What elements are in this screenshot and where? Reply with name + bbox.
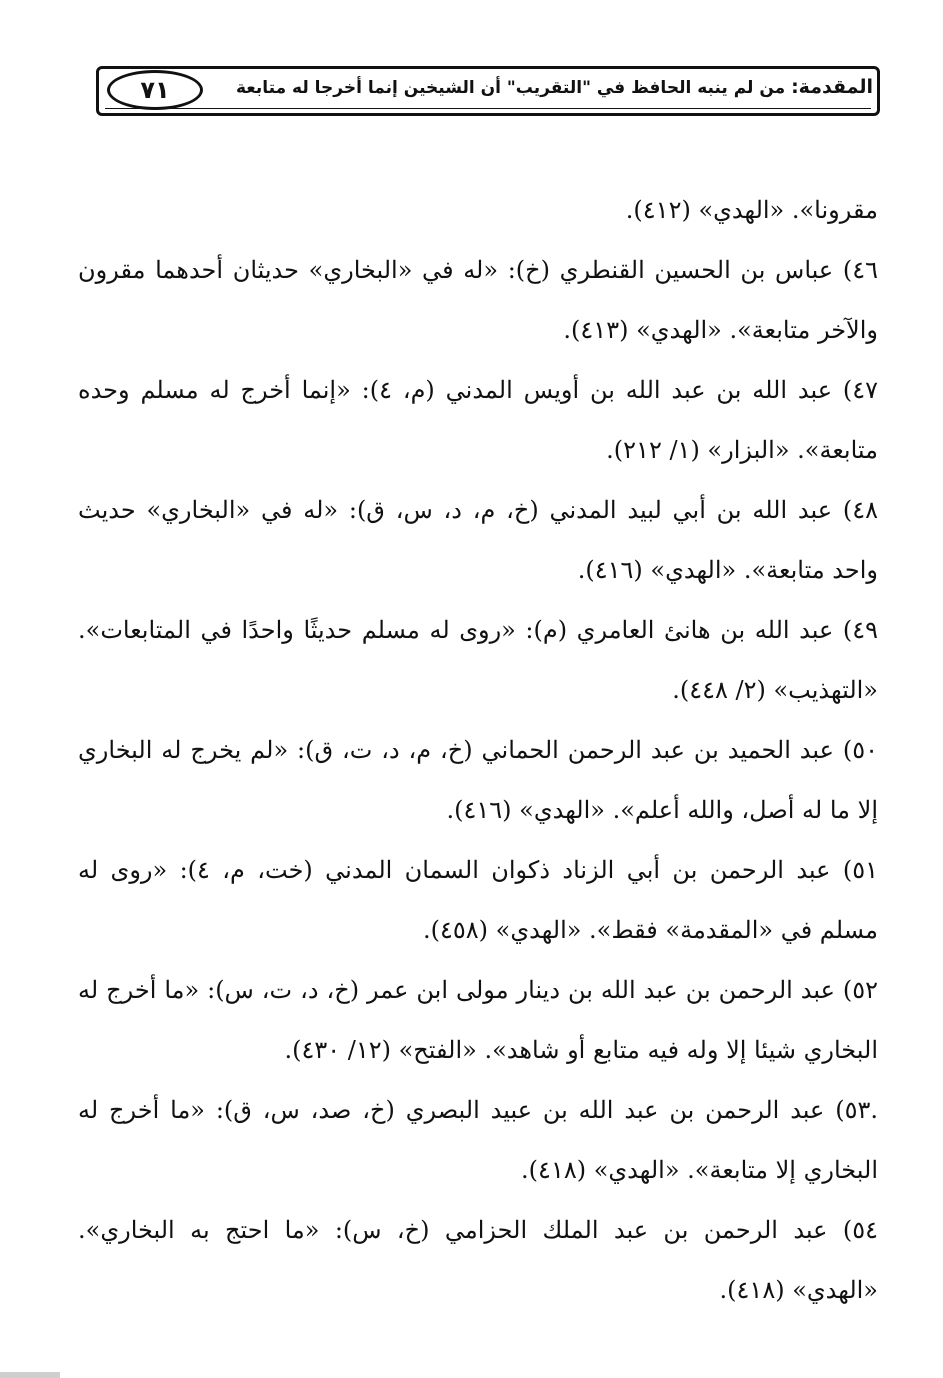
entry-49: ٤٩) عبد الله بن هانئ العامري (م): «روى له مسلم حديثًا واحدًا في المتابعات». «التهذيب» (٢/ ٤٤٨).: [78, 616, 879, 704]
entry-46: ٤٦) عباس بن الحسين القنطري (خ): «له في «البخاري» حديثان أحدهما مقرون والآخر متابعة». «الهدي» (٤١٣).: [78, 256, 878, 344]
header-title-rest: من لم ينبه الحافظ في "التقريب" أن الشيخين إنما أخرجا له متابعة: [235, 78, 786, 98]
entry-50: ٥٠) عبد الحميد بن عبد الرحمن الحماني (خ، م، د، ت، ق): «لم يخرج له البخاري إلا ما له أصل، والله أعلم». «الهدي» (٤١٦).: [78, 736, 878, 824]
entry-continuation: مقرونا». «الهدي» (٤١٢).: [625, 196, 878, 224]
running-header-title: [235, 76, 873, 98]
entry-53: .٥٣) عبد الرحمن بن عبد الله بن عبيد البصري (خ، صد، س، ق): «ما أخرج له البخاري إلا متابعة». «الهدي» (٤١٨).: [78, 1096, 878, 1184]
header-title-lead: المقدمة:: [791, 76, 873, 98]
page-body: [78, 180, 878, 1320]
page-number: [107, 70, 203, 110]
entry-51: ٥١) عبد الرحمن بن أبي الزناد ذكوان السمان المدني (خت، م، ٤): «روى له مسلم في «المقدمة» فقط». «الهدي» (٤٥٨).: [78, 856, 878, 944]
page-number-text: ٧١: [140, 76, 170, 104]
entry-52: ٥٢) عبد الرحمن بن عبد الله بن دينار مولى ابن عمر (خ، د، ت، س): «ما أخرج له البخاري شيئا إلا وله فيه متابع أو شاهد». «الفتح» (١٢/ ٤٣٠).: [78, 976, 878, 1064]
scan-edge-mark: [0, 1372, 60, 1378]
entry-47: ٤٧) عبد الله بن عبد الله بن أويس المدني (م، ٤): «إنما أخرج له مسلم وحده متابعة». «البزار» (١/ ٢١٢).: [78, 376, 878, 464]
entry-48: ٤٨) عبد الله بن أبي لبيد المدني (خ، م، د، س، ق): «له في «البخاري» حديث واحد متابعة». «الهدي» (٤١٦).: [78, 496, 879, 584]
entry-54: ٥٤) عبد الرحمن بن عبد الملك الحزامي (خ، س): «ما احتج به البخاري». «الهدي» (٤١٨).: [78, 1216, 878, 1304]
